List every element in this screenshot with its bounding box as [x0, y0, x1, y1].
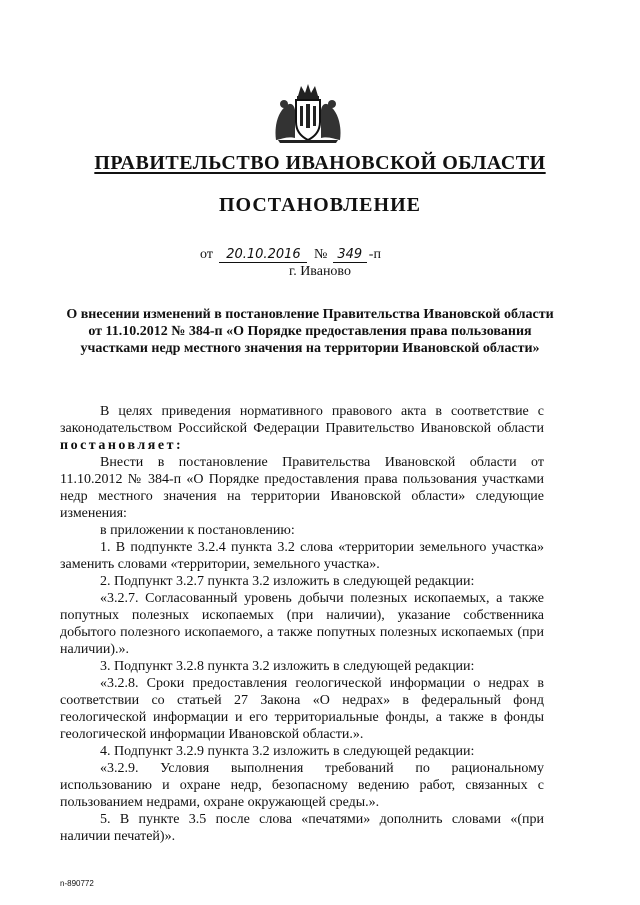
- body-paragraph: 4. Подпункт 3.2.9 пункта 3.2 изложить в следующей редакции:: [100, 744, 475, 759]
- footer-code: n-890772: [60, 879, 94, 888]
- number-label: №: [313, 247, 328, 262]
- document-number: 349: [333, 247, 367, 263]
- city: г. Иваново: [289, 264, 351, 279]
- body-paragraph: 3. Подпункт 3.2.8 пункта 3.2 изложить в следующей редакции:: [100, 659, 475, 674]
- document-body: [60, 403, 544, 845]
- body-paragraph: 5. В пункте 3.5 после слова «печатями» дополнить словами «(при наличии печатей)».: [60, 812, 544, 844]
- document-date: 20.10.2016: [219, 247, 307, 263]
- number-suffix: -п: [368, 247, 381, 262]
- document-type: ПОСТАНОВЛЕНИЕ: [219, 194, 421, 216]
- ivanovo-coat-of-arms-icon: [270, 82, 346, 144]
- body-paragraph: 2. Подпункт 3.2.7 пункта 3.2 изложить в следующей редакции:: [100, 574, 475, 589]
- date-prefix: от: [200, 247, 213, 262]
- body-paragraph: Внести в постановление Правительства Ивановской области от 11.10.2012 № 384-п «О Порядке предоставления права пользования участками недр местного значения на территории Ивановской области» следующие изменения:: [60, 455, 544, 521]
- preamble-paragraph: [60, 403, 544, 454]
- government-title: ПРАВИТЕЛЬСТВО ИВАНОВСКОЙ ОБЛАСТИ: [94, 152, 546, 174]
- body-paragraph: «3.2.7. Согласованный уровень добычи полезных ископаемых, а также попутных полезных ископаемых (при наличии), указание собственника добытого полезного ископаемого, а также попутных полезных ископаемых (при наличии).».: [60, 591, 544, 657]
- decree-word: постановляет:: [60, 438, 184, 453]
- registration-line: [200, 247, 381, 263]
- document-subject: О внесении изменений в постановление Правительства Ивановской области от 11.10.2012 № 384-п «О Порядке предоставления права пользования участками недр местного значения на территории Ивановской области»: [66, 307, 554, 356]
- body-paragraph: 1. В подпункте 3.2.4 пункта 3.2 слова «территории земельного участка» заменить словами «территории, земельного участка».: [60, 540, 544, 572]
- preamble-text: В целях приведения нормативного правового акта в соответствие с законодательством Российской Федерации Правительство Ивановской области: [60, 404, 544, 436]
- body-paragraph: в приложении к постановлению:: [100, 523, 295, 538]
- body-paragraph: «3.2.8. Сроки предоставления геологической информации о недрах в соответствии со статьей 27 Закона «О недрах» в федеральный фонд геологической информации и его территориальные фонды, а также в фонды геологической информации Ивановской области.».: [60, 676, 544, 742]
- body-paragraph: «3.2.9. Условия выполнения требований по рациональному использованию и охране недр, безопасному ведению работ, связанных с пользованием недрами, охране окружающей среды.».: [60, 761, 544, 810]
